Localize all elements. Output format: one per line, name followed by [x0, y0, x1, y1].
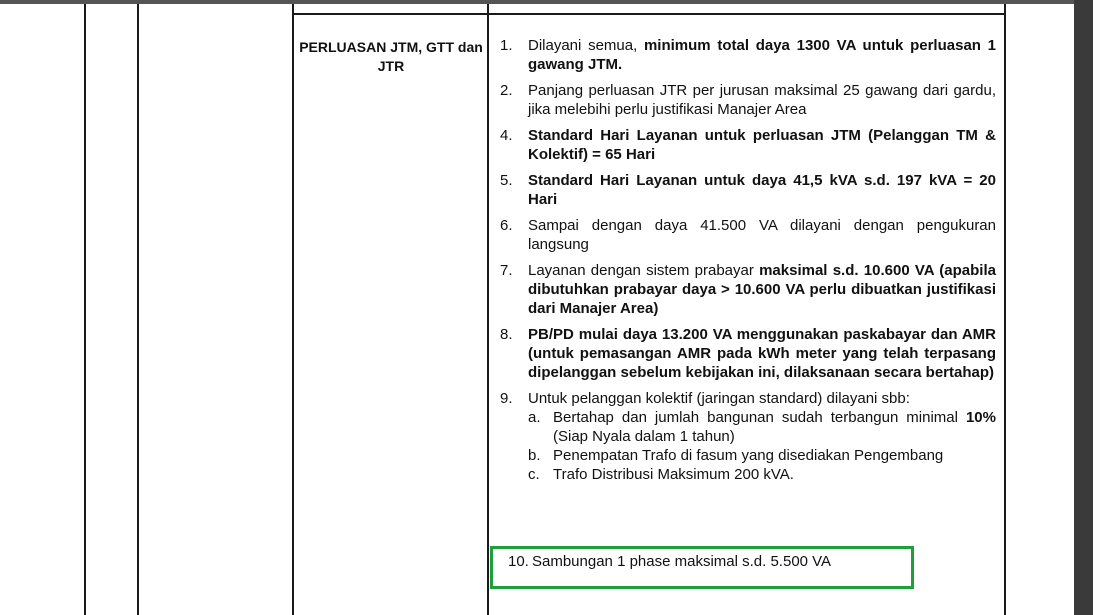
item-text: Sambungan 1 phase maksimal s.d. 5.500 VA: [532, 553, 832, 570]
table-column-divider: [84, 4, 86, 615]
bold-text: PB/PD mulai daya 13.200 VA menggunakan paskabayar dan AMR (untuk pemasangan AMR pada kWh meter yang telah terpasang dipelanggan sebelum kebijakan ini, dilaksanaan secara bertahap): [528, 326, 996, 381]
item-main-text: [528, 36, 996, 74]
sub-item-letter: a.: [528, 409, 541, 426]
item-main-text: [528, 216, 996, 254]
item-text: [528, 126, 996, 164]
table-column-divider: [1004, 4, 1006, 615]
item-main-text: [528, 389, 996, 408]
item-number: 5.: [500, 172, 513, 189]
policy-item: [500, 216, 996, 254]
sub-item-letter: c.: [528, 466, 540, 483]
sub-item-text: [553, 465, 996, 484]
policy-item: [500, 126, 996, 164]
item-number: 1.: [500, 37, 513, 54]
bold-text: Standard Hari Layanan untuk perluasan JTM (Pelanggan TM & Kolektif) = 65 Hari: [528, 127, 996, 163]
item-main-text: [528, 126, 996, 164]
item-number: 8.: [500, 326, 513, 343]
item-text: [528, 81, 996, 119]
item-text: [528, 216, 996, 254]
category-label: PERLUASAN JTM, GTT dan JTR: [299, 39, 483, 74]
bold-text: maksimal s.d. 10.600 VA (apabila dibutuhkan prabayar daya > 10.600 VA perlu dibuatkan justifikasi dari Manajer Area): [528, 262, 996, 317]
policy-item: [500, 261, 996, 318]
table-row-divider: [292, 13, 1006, 15]
text-run: Untuk pelanggan kolektif (jaringan standard) dilayani sbb:: [528, 390, 910, 407]
text-run: Layanan dengan sistem prabayar: [528, 262, 760, 279]
text-run: Sampai dengan daya 41.500 VA dilayani dengan pengukuran langsung: [528, 217, 996, 253]
table-column-divider: [487, 4, 489, 615]
sub-item-text: [553, 408, 996, 446]
table-column-divider: [292, 4, 294, 615]
item-text: [528, 36, 996, 74]
text-run: Penempatan Trafo di fasum yang disediakan Pengembang: [553, 447, 944, 464]
sub-item: [528, 408, 996, 446]
item-text: [528, 171, 996, 209]
item-number: 2.: [500, 82, 513, 99]
policy-item: [500, 171, 996, 209]
policy-item: [500, 389, 996, 484]
policy-item: [500, 325, 996, 382]
policy-item-list: [500, 36, 996, 491]
item-text: [528, 325, 996, 382]
text-run: Panjang perluasan JTR per jurusan maksimal 25 gawang dari gardu, jika melebihi perlu justifikasi Manajer Area: [528, 82, 996, 118]
viewer-scroll-edge[interactable]: [1074, 0, 1093, 615]
text-run: (Siap Nyala dalam 1 tahun): [553, 428, 735, 445]
sub-item-letter: b.: [528, 447, 541, 464]
sub-item-text: [553, 446, 996, 465]
item-number: 9.: [500, 390, 513, 407]
page-top-edge: [0, 0, 1074, 4]
item-main-text: [528, 261, 996, 318]
item-text: [528, 389, 996, 484]
policy-item-highlighted: [508, 552, 831, 571]
policy-item: [500, 36, 996, 74]
item-main-text: [528, 81, 996, 119]
text-run: Dilayani semua,: [528, 37, 644, 54]
bold-text: Standard Hari Layanan untuk daya 41,5 kVA s.d. 197 kVA = 20 Hari: [528, 172, 996, 208]
item-number: 10.: [508, 553, 529, 570]
item-number: 7.: [500, 262, 513, 279]
item-main-text: [528, 171, 996, 209]
sub-item: [528, 446, 996, 465]
text-run: Bertahap dan jumlah bangunan sudah terbangun minimal: [553, 409, 966, 426]
sub-item: [528, 465, 996, 484]
table-column-divider: [137, 4, 139, 615]
policy-item: [500, 81, 996, 119]
item-number: 6.: [500, 217, 513, 234]
item-number: 4.: [500, 127, 513, 144]
bold-text: 10%: [965, 409, 996, 426]
bold-text: minimum total daya 1300 VA untuk perluasan 1 gawang JTM.: [528, 37, 996, 73]
item-main-text: [528, 325, 996, 382]
item-text: [528, 261, 996, 318]
text-run: Trafo Distribusi Maksimum 200 kVA.: [553, 466, 794, 483]
